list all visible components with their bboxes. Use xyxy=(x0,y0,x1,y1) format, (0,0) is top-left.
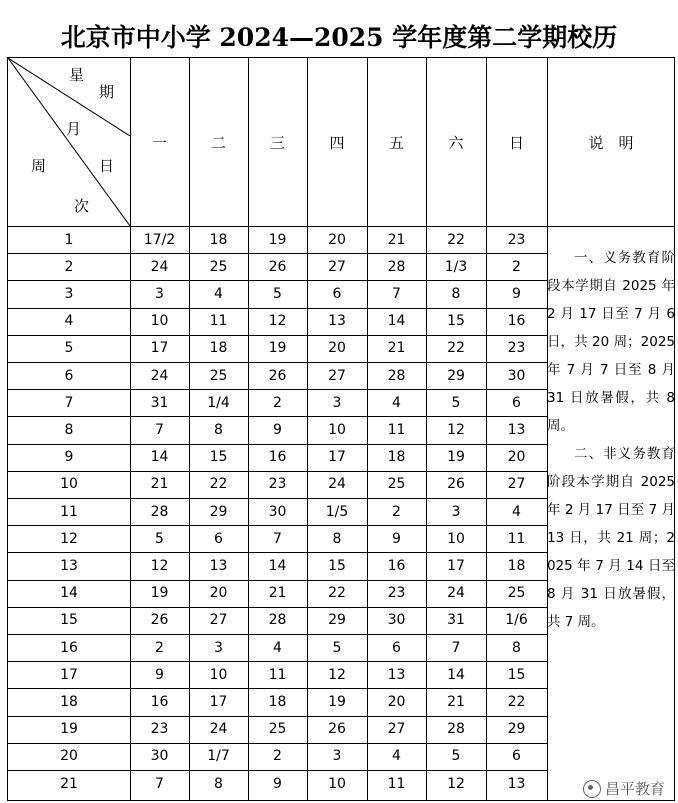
date-cell: 20 xyxy=(507,449,526,466)
date-cell: 1/5 xyxy=(325,503,349,520)
date-cell: 20 xyxy=(387,693,406,710)
week-number-cell: 21 xyxy=(60,775,78,792)
date-cell: 15 xyxy=(209,449,228,466)
date-cell: 29 xyxy=(328,612,346,629)
date-cell: 26 xyxy=(150,612,169,629)
date-cell: 15 xyxy=(447,313,465,330)
date-cell: 21 xyxy=(387,231,406,248)
date-cell: 9 xyxy=(155,666,164,683)
notes-header: 说 明 xyxy=(588,133,634,152)
week-number-cell: 10 xyxy=(60,476,78,493)
date-cell: 4 xyxy=(512,503,521,520)
date-cell: 22 xyxy=(447,340,465,357)
date-cell: 5 xyxy=(273,285,282,302)
date-cell: 14 xyxy=(150,449,169,466)
date-cell: 8 xyxy=(332,530,342,547)
date-cell: 14 xyxy=(268,557,287,574)
date-cell: 8 xyxy=(451,285,461,302)
date-cell: 10 xyxy=(328,421,346,438)
watermark-logo-icon xyxy=(583,780,601,798)
date-cell: 6 xyxy=(512,748,521,765)
page-title: 北京市中小学 2024—2025 学年度第二学期校历 xyxy=(60,23,618,52)
week-number-cell: 7 xyxy=(64,394,74,411)
date-cell: 21 xyxy=(150,476,169,493)
date-cell: 8 xyxy=(214,775,223,792)
week-number-cell: 20 xyxy=(60,748,78,765)
date-cell: 7 xyxy=(451,639,461,656)
date-cell: 26 xyxy=(328,721,346,738)
week-number-cell: 8 xyxy=(64,421,74,438)
notes-block xyxy=(547,244,675,636)
date-cell: 18 xyxy=(209,340,228,357)
corner-week-2: 次 xyxy=(74,197,90,215)
date-cell: 13 xyxy=(209,557,228,574)
corner-weekday-2: 期 xyxy=(99,83,115,101)
date-cell: 3 xyxy=(332,748,342,765)
calendar-table xyxy=(7,57,675,801)
week-number-cell: 14 xyxy=(60,585,78,602)
date-cell: 18 xyxy=(507,557,526,574)
weekday-header: 六 xyxy=(448,133,464,152)
date-cell: 21 xyxy=(387,340,406,357)
date-cell: 14 xyxy=(387,313,406,330)
date-cell: 2 xyxy=(155,639,164,656)
date-cell: 27 xyxy=(209,612,228,629)
date-cell: 28 xyxy=(268,612,287,629)
date-cell: 4 xyxy=(392,748,401,765)
note-compulsory: 一、义务教育阶段本学期自 2025 年 2 月 17 日至 7 月 6 日，共 20 周；2025 年 7 月 7 日至 8 月 31 日放暑假，共 8 周。 xyxy=(547,250,675,434)
week-number-cell: 4 xyxy=(64,313,74,330)
date-cell: 20 xyxy=(209,585,228,602)
date-cell: 7 xyxy=(392,285,401,302)
date-cell: 24 xyxy=(209,721,228,738)
date-cell: 10 xyxy=(328,775,346,792)
date-cell: 28 xyxy=(447,721,465,738)
date-cell: 30 xyxy=(507,367,526,384)
date-cell: 21 xyxy=(447,693,465,710)
date-cell: 11 xyxy=(268,666,287,683)
date-cell: 24 xyxy=(447,585,465,602)
date-cell: 1/6 xyxy=(505,612,528,629)
date-cell: 19 xyxy=(328,693,346,710)
date-cell: 15 xyxy=(507,666,526,683)
date-cell: 12 xyxy=(150,557,169,574)
date-cell: 15 xyxy=(328,557,346,574)
date-cell: 20 xyxy=(328,340,346,357)
date-cell: 31 xyxy=(150,394,169,411)
date-cell: 6 xyxy=(392,639,401,656)
week-number-cell: 13 xyxy=(60,557,78,574)
date-cell: 29 xyxy=(447,367,465,384)
date-cell: 23 xyxy=(507,231,526,248)
date-cell: 13 xyxy=(328,313,346,330)
week-number-cell: 11 xyxy=(60,503,78,520)
week-number-cell: 3 xyxy=(64,285,74,302)
date-cell: 6 xyxy=(332,285,342,302)
weekday-header: 三 xyxy=(269,133,285,152)
week-number-cell: 16 xyxy=(60,639,78,656)
date-cell: 29 xyxy=(507,721,526,738)
watermark xyxy=(580,778,668,799)
date-cell: 26 xyxy=(268,258,287,275)
date-cell: 29 xyxy=(209,503,228,520)
date-cell: 1/4 xyxy=(207,394,230,411)
date-cell: 3 xyxy=(155,285,164,302)
date-cell: 9 xyxy=(392,530,401,547)
weekday-header: 日 xyxy=(508,133,524,152)
date-cell: 27 xyxy=(507,476,526,493)
date-cell: 6 xyxy=(512,394,521,411)
date-cell: 14 xyxy=(447,666,465,683)
date-cell: 9 xyxy=(512,285,521,302)
date-cell: 17/2 xyxy=(143,231,176,248)
date-cell: 23 xyxy=(387,585,406,602)
date-cell: 24 xyxy=(150,367,169,384)
date-cell: 24 xyxy=(150,258,169,275)
corner-day: 日 xyxy=(99,157,115,175)
weekday-header: 五 xyxy=(388,133,404,152)
date-cell: 11 xyxy=(387,421,406,438)
date-cell: 28 xyxy=(387,367,406,384)
date-cell: 25 xyxy=(387,476,406,493)
date-cell: 23 xyxy=(150,721,169,738)
date-cell: 1/7 xyxy=(207,748,230,765)
date-cell: 9 xyxy=(273,421,282,438)
date-cell: 19 xyxy=(268,231,287,248)
date-cell: 30 xyxy=(150,748,169,765)
corner-weekday-1: 星 xyxy=(69,66,85,84)
date-cell: 17 xyxy=(447,557,465,574)
week-number-cell: 9 xyxy=(64,449,74,466)
weekday-header: 一 xyxy=(151,133,167,152)
date-cell: 23 xyxy=(507,340,526,357)
date-cell: 27 xyxy=(328,258,346,275)
date-cell: 18 xyxy=(209,231,228,248)
date-cell: 26 xyxy=(268,367,287,384)
date-cell: 12 xyxy=(268,313,287,330)
date-cell: 17 xyxy=(209,693,228,710)
date-cell: 10 xyxy=(209,666,228,683)
date-cell: 3 xyxy=(451,503,461,520)
date-cell: 18 xyxy=(268,693,287,710)
date-cell: 8 xyxy=(512,639,521,656)
week-number-cell: 17 xyxy=(60,666,78,683)
date-cell: 25 xyxy=(507,585,526,602)
date-cell: 13 xyxy=(387,666,406,683)
date-cell: 22 xyxy=(209,476,228,493)
date-cell: 31 xyxy=(447,612,465,629)
date-cell: 26 xyxy=(447,476,465,493)
date-cell: 2 xyxy=(512,258,521,275)
date-cell: 19 xyxy=(268,340,287,357)
date-cell: 3 xyxy=(214,639,223,656)
corner-week-1: 周 xyxy=(31,157,47,175)
date-cell: 11 xyxy=(209,313,228,330)
date-cell: 23 xyxy=(268,476,287,493)
week-number-cell: 1 xyxy=(64,231,74,248)
date-cell: 27 xyxy=(387,721,406,738)
date-cell: 4 xyxy=(214,285,223,302)
date-cell: 16 xyxy=(268,449,287,466)
date-cell: 7 xyxy=(155,421,164,438)
date-cell: 16 xyxy=(507,313,526,330)
date-cell: 13 xyxy=(507,421,526,438)
date-cell: 4 xyxy=(392,394,401,411)
date-cell: 10 xyxy=(447,530,465,547)
date-cell: 5 xyxy=(451,748,461,765)
date-cell: 13 xyxy=(507,775,526,792)
date-cell: 11 xyxy=(387,775,406,792)
weekday-header: 四 xyxy=(329,133,345,152)
date-cell: 2 xyxy=(392,503,401,520)
date-cell: 19 xyxy=(447,449,465,466)
date-cell: 25 xyxy=(209,258,228,275)
date-cell: 22 xyxy=(328,585,346,602)
date-cell: 28 xyxy=(387,258,406,275)
week-number-cell: 12 xyxy=(60,530,78,547)
week-number-cell: 5 xyxy=(64,340,74,357)
watermark-text: 昌平教育 xyxy=(604,780,665,798)
date-cell: 25 xyxy=(209,367,228,384)
date-cell: 8 xyxy=(214,421,223,438)
date-cell: 24 xyxy=(328,476,346,493)
date-cell: 27 xyxy=(328,367,346,384)
date-cell: 9 xyxy=(273,775,282,792)
date-cell: 17 xyxy=(150,340,169,357)
date-cell: 12 xyxy=(328,666,346,683)
week-number-cell: 6 xyxy=(64,367,74,384)
date-cell: 5 xyxy=(155,530,164,547)
date-cell: 25 xyxy=(268,721,287,738)
date-cell: 12 xyxy=(447,421,465,438)
date-cell: 3 xyxy=(332,394,342,411)
week-number-cell: 15 xyxy=(60,612,78,629)
date-cell: 5 xyxy=(332,639,342,656)
date-cell: 28 xyxy=(150,503,169,520)
date-cell: 21 xyxy=(268,585,287,602)
date-cell: 7 xyxy=(273,530,282,547)
date-cell: 22 xyxy=(507,693,526,710)
date-cell: 22 xyxy=(447,231,465,248)
date-cell: 7 xyxy=(155,775,164,792)
date-cell: 1/3 xyxy=(444,258,468,275)
date-cell: 16 xyxy=(150,693,169,710)
date-cell: 11 xyxy=(507,530,526,547)
date-cell: 2 xyxy=(273,748,282,765)
date-cell: 6 xyxy=(214,530,223,547)
week-number-cell: 18 xyxy=(60,693,78,710)
date-cell: 30 xyxy=(387,612,406,629)
date-cell: 30 xyxy=(268,503,287,520)
date-cell: 16 xyxy=(387,557,406,574)
weekday-header: 二 xyxy=(210,133,226,152)
date-cell: 18 xyxy=(387,449,406,466)
week-number-cell: 2 xyxy=(64,258,74,275)
date-cell: 19 xyxy=(150,585,169,602)
note-noncompulsory: 二、非义务教育阶段本学期自 2025 年 2 月 17 日至 7 月 13 日，共 21 周；2025 年 7 月 14 日至 8 月 31 日放暑假，共 7 周。 xyxy=(547,446,675,630)
date-cell: 5 xyxy=(451,394,461,411)
date-cell: 17 xyxy=(328,449,346,466)
corner-month: 月 xyxy=(66,120,82,138)
date-cell: 10 xyxy=(150,313,169,330)
date-cell: 20 xyxy=(328,231,346,248)
date-cell: 4 xyxy=(273,639,282,656)
date-cell: 12 xyxy=(447,775,465,792)
date-cell: 2 xyxy=(273,394,282,411)
week-number-cell: 19 xyxy=(60,721,78,738)
